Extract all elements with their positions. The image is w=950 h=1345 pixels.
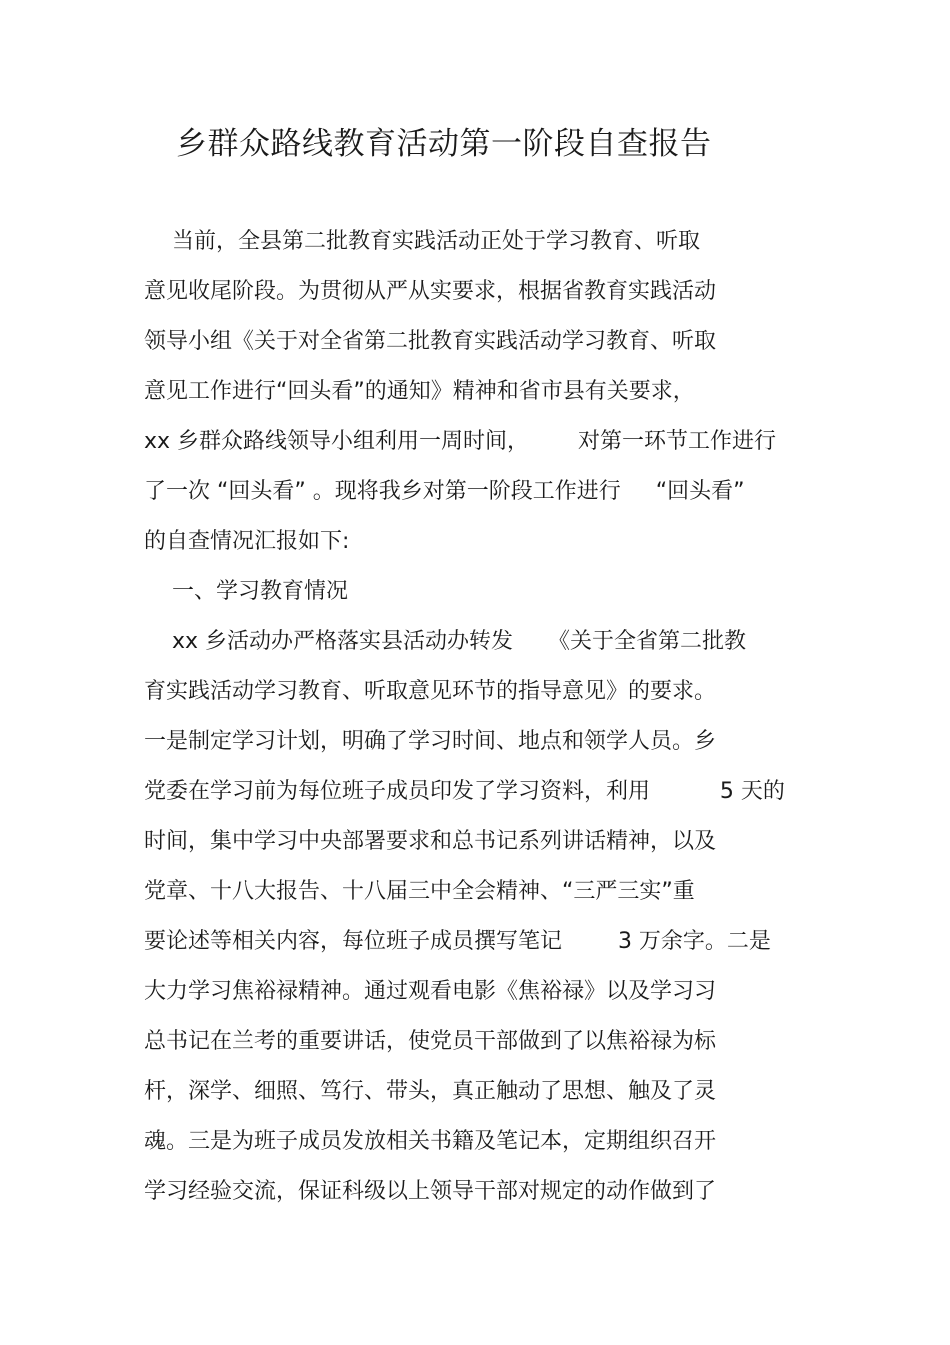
paragraph-line: 的自查情况汇报如下: (144, 529, 350, 554)
paragraph-line: 总书记在兰考的重要讲话，使党员干部做到了以焦裕禄为标 (144, 1029, 717, 1054)
paragraph-line: 当前，全县第二批教育实践活动正处于学习教育、听取 (144, 229, 700, 254)
paragraph-line: 魂。三是为班子成员发放相关书籍及笔记本，定期组织召开 (144, 1129, 717, 1154)
paragraph-line: 意见收尾阶段。为贯彻从严从实要求，根据省教育实践活动 (144, 279, 717, 304)
paragraph-line: 育实践活动学习教育、听取意见环节的指导意见》的要求。 (144, 679, 717, 704)
paragraph-line: 党委在学习前为每位班子成员印发了学习资料，利用 5 天的 (144, 779, 785, 804)
paragraph-line: xx 乡群众路线领导小组利用一周时间， 对第一环节工作进行 (144, 429, 776, 454)
paragraph-line: 学习经验交流，保证科级以上领导干部对规定的动作做到了 (144, 1179, 717, 1204)
paragraph-line: xx 乡活动办严格落实县活动办转发 《关于全省第二批教 (144, 629, 746, 654)
paragraph-line: 党章、十八大报告、十八届三中全会精神、“三严三实”重 (144, 879, 695, 904)
paragraph-line: 时间，集中学习中央部署要求和总书记系列讲话精神，以及 (144, 829, 717, 854)
section-heading: 一、学习教育情况 (144, 579, 348, 604)
paragraph-line: 大力学习焦裕禄精神。通过观看电影《焦裕禄》以及学习习 (144, 979, 717, 1004)
paragraph-line: 领导小组《关于对全省第二批教育实践活动学习教育、听取 (144, 329, 717, 354)
paragraph-line: 杆，深学、细照、笃行、带头，真正触动了思想、触及了灵 (144, 1079, 717, 1104)
paragraph-line: 意见工作进行“回头看”的通知》精神和省市县有关要求， (144, 379, 695, 404)
document-title: 乡群众路线教育活动第一阶段自查报告 (176, 126, 712, 162)
paragraph-line: 一是制定学习计划，明确了学习时间、地点和领学人员。乡 (144, 729, 717, 754)
paragraph-line: 了一次 “回头看” 。现将我乡对第一阶段工作进行 “回头看” (144, 479, 745, 504)
paragraph-line: 要论述等相关内容，每位班子成员撰写笔记 3 万余字。二是 (144, 929, 771, 954)
